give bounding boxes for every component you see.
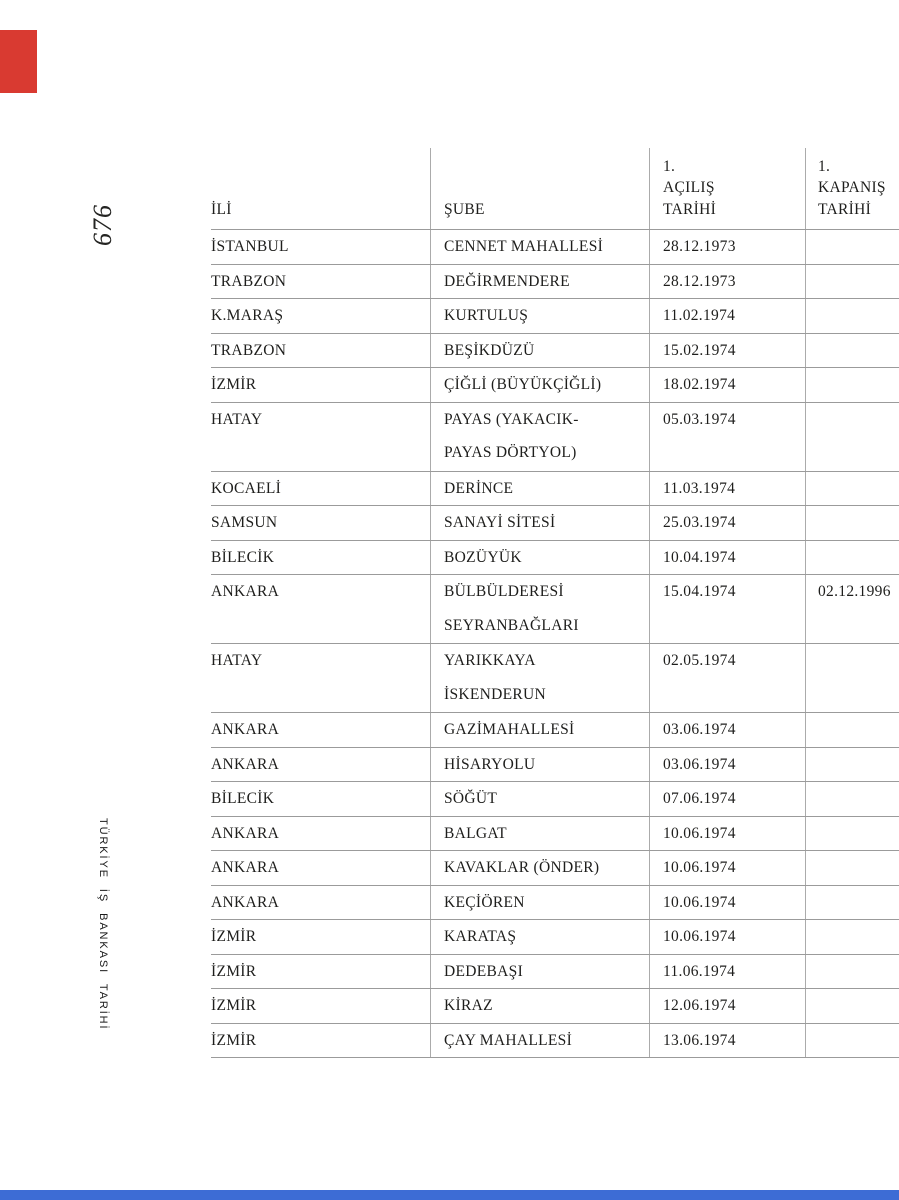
cell-kapanis: [805, 748, 899, 782]
table-row: [211, 506, 899, 541]
header-line: TARİHİ: [818, 200, 872, 218]
cell-il: TRABZON: [211, 341, 287, 359]
sube-line: CENNET MAHALLESİ: [444, 238, 604, 255]
cell-sube: [430, 782, 649, 816]
sube-line: BOZÜYÜK: [444, 548, 522, 566]
cell-sube: [430, 644, 649, 712]
sube-line: BEŞİKDÜZÜ: [444, 341, 535, 359]
header-kapanis: [805, 148, 899, 229]
cell-sube: [430, 506, 649, 540]
cell-kapanis: [805, 403, 899, 471]
cell-sube: [430, 541, 649, 575]
table-row: [211, 748, 899, 783]
cell-acilis: 05.03.1974: [649, 403, 805, 471]
cell-acilis: 03.06.1974: [649, 713, 805, 747]
cell-acilis: 07.06.1974: [649, 782, 805, 816]
sube-line: KEÇİÖREN: [444, 893, 525, 911]
sube-line: ÇAY MAHALLESİ: [444, 1031, 573, 1049]
cell-sube: [430, 989, 649, 1023]
cell-il: İZMİR: [211, 928, 257, 945]
cell-il: BİLECİK: [211, 548, 275, 566]
table-row: [211, 541, 899, 576]
table-row: [211, 403, 899, 472]
cell-acilis: 03.06.1974: [649, 748, 805, 782]
cell-sube: [430, 299, 649, 333]
cell-kapanis: [805, 230, 899, 264]
sube-line: ÇİĞLİ (BÜYÜKÇİĞLİ): [444, 376, 602, 393]
header-sube: [430, 148, 649, 229]
header-line: 1.: [818, 157, 831, 175]
cell-il: ANKARA: [211, 893, 280, 911]
cell-il: BİLECİK: [211, 790, 275, 807]
cell-acilis: 10.06.1974: [649, 817, 805, 851]
sube-line: BÜLBÜLDERESİ: [444, 583, 564, 600]
table-row: [211, 299, 899, 334]
cell-acilis: 10.06.1974: [649, 886, 805, 920]
sube-line: DERİNCE: [444, 479, 514, 497]
cell-il: HATAY: [211, 652, 263, 669]
sube-line: GAZİMAHALLESİ: [444, 721, 575, 738]
cell-acilis: 11.06.1974: [649, 955, 805, 989]
cell-kapanis: [805, 506, 899, 540]
header-line: 1.: [663, 157, 676, 175]
header-line: ŞUBE: [444, 200, 485, 218]
cell-kapanis: 02.12.1996: [805, 575, 899, 643]
table-row: [211, 230, 899, 265]
sube-line: DEĞİRMENDERE: [444, 272, 570, 290]
cell-il: K.MARAŞ: [211, 307, 284, 324]
header-line: AÇILIŞ: [663, 179, 715, 196]
cell-acilis: 10.06.1974: [649, 920, 805, 954]
cell-kapanis: [805, 368, 899, 402]
cell-il: İZMİR: [211, 997, 257, 1014]
cell-sube: [430, 817, 649, 851]
table-row: [211, 851, 899, 886]
cell-acilis: 15.02.1974: [649, 334, 805, 368]
sube-line: YARIKKAYA: [444, 652, 536, 669]
cell-il: ANKARA: [211, 859, 280, 876]
sube-line: KARATAŞ: [444, 928, 517, 945]
sube-line: HİSARYOLU: [444, 755, 536, 773]
cell-sube: [430, 472, 649, 506]
sube-line: SANAYİ SİTESİ: [444, 514, 556, 531]
cell-kapanis: [805, 644, 899, 712]
cell-acilis: 25.03.1974: [649, 506, 805, 540]
sube-line: SEYRANBAĞLARI: [444, 616, 579, 634]
table-header-row: [211, 148, 899, 230]
cell-kapanis: [805, 886, 899, 920]
sube-line: PAYAS DÖRTYOL): [444, 444, 577, 461]
table-row: [211, 989, 899, 1024]
cell-il: ANKARA: [211, 824, 280, 842]
spine-title: TÜRKİYE İŞ BANKASI TARİHİ: [97, 818, 109, 1031]
header-line: KAPANIŞ: [818, 179, 886, 196]
cell-il: TRABZON: [211, 272, 287, 290]
table-row: [211, 472, 899, 507]
page-edge-red-tab: [0, 30, 37, 93]
table-row: [211, 817, 899, 852]
cell-kapanis: [805, 1024, 899, 1058]
table-row: [211, 886, 899, 921]
header-acilis: [649, 148, 805, 229]
header-line: TARİHİ: [663, 200, 717, 218]
cell-acilis: 10.04.1974: [649, 541, 805, 575]
cell-il: ANKARA: [211, 721, 280, 738]
sube-line: İSKENDERUN: [444, 685, 547, 703]
cell-acilis: 02.05.1974: [649, 644, 805, 712]
cell-acilis: 15.04.1974: [649, 575, 805, 643]
cell-kapanis: [805, 334, 899, 368]
header-il: [211, 148, 430, 229]
table-row: [211, 644, 899, 713]
cell-sube: [430, 713, 649, 747]
sube-line: KİRAZ: [444, 997, 493, 1014]
cell-sube: [430, 368, 649, 402]
sube-line: BALGAT: [444, 824, 507, 842]
cell-il: İZMİR: [211, 1031, 257, 1049]
header-line: İLİ: [211, 200, 232, 218]
cell-acilis: 10.06.1974: [649, 851, 805, 885]
cell-acilis: 11.02.1974: [649, 299, 805, 333]
page-edge-blue-bar: [0, 1190, 899, 1200]
branches-table: [211, 148, 899, 1058]
cell-sube: [430, 851, 649, 885]
cell-il: ANKARA: [211, 755, 280, 773]
cell-sube: [430, 886, 649, 920]
cell-sube: [430, 575, 649, 643]
cell-sube: [430, 230, 649, 264]
cell-sube: [430, 265, 649, 299]
cell-kapanis: [805, 299, 899, 333]
sube-line: SÖĞÜT: [444, 790, 498, 807]
cell-sube: [430, 403, 649, 471]
sube-line: DEDEBAŞI: [444, 962, 524, 980]
cell-kapanis: [805, 265, 899, 299]
table-row: [211, 368, 899, 403]
cell-il: KOCAELİ: [211, 479, 282, 497]
cell-sube: [430, 1024, 649, 1058]
cell-kapanis: [805, 713, 899, 747]
cell-il: İZMİR: [211, 962, 257, 980]
cell-il: SAMSUN: [211, 514, 278, 531]
cell-kapanis: [805, 851, 899, 885]
cell-kapanis: [805, 920, 899, 954]
cell-acilis: 11.03.1974: [649, 472, 805, 506]
cell-il: HATAY: [211, 410, 263, 428]
sube-line: KAVAKLAR (ÖNDER): [444, 859, 600, 876]
cell-kapanis: [805, 955, 899, 989]
cell-kapanis: [805, 989, 899, 1023]
cell-acilis: 28.12.1973: [649, 230, 805, 264]
cell-il: İZMİR: [211, 376, 257, 393]
cell-il: ANKARA: [211, 583, 280, 600]
sube-line: PAYAS (YAKACIK-: [444, 410, 579, 428]
table-row: [211, 265, 899, 300]
cell-kapanis: [805, 817, 899, 851]
table-row: [211, 1024, 899, 1059]
page-number: 676: [88, 204, 117, 246]
cell-sube: [430, 920, 649, 954]
sube-line: KURTULUŞ: [444, 307, 529, 324]
table-row: [211, 920, 899, 955]
cell-sube: [430, 748, 649, 782]
cell-acilis: 18.02.1974: [649, 368, 805, 402]
cell-kapanis: [805, 472, 899, 506]
cell-acilis: 28.12.1973: [649, 265, 805, 299]
cell-acilis: 12.06.1974: [649, 989, 805, 1023]
table-row: [211, 713, 899, 748]
cell-il: İSTANBUL: [211, 238, 289, 255]
cell-sube: [430, 334, 649, 368]
cell-sube: [430, 955, 649, 989]
table-row: [211, 782, 899, 817]
cell-kapanis: [805, 782, 899, 816]
cell-acilis: 13.06.1974: [649, 1024, 805, 1058]
table-row: [211, 334, 899, 369]
cell-kapanis: [805, 541, 899, 575]
table-row: [211, 955, 899, 990]
table-row: [211, 575, 899, 644]
